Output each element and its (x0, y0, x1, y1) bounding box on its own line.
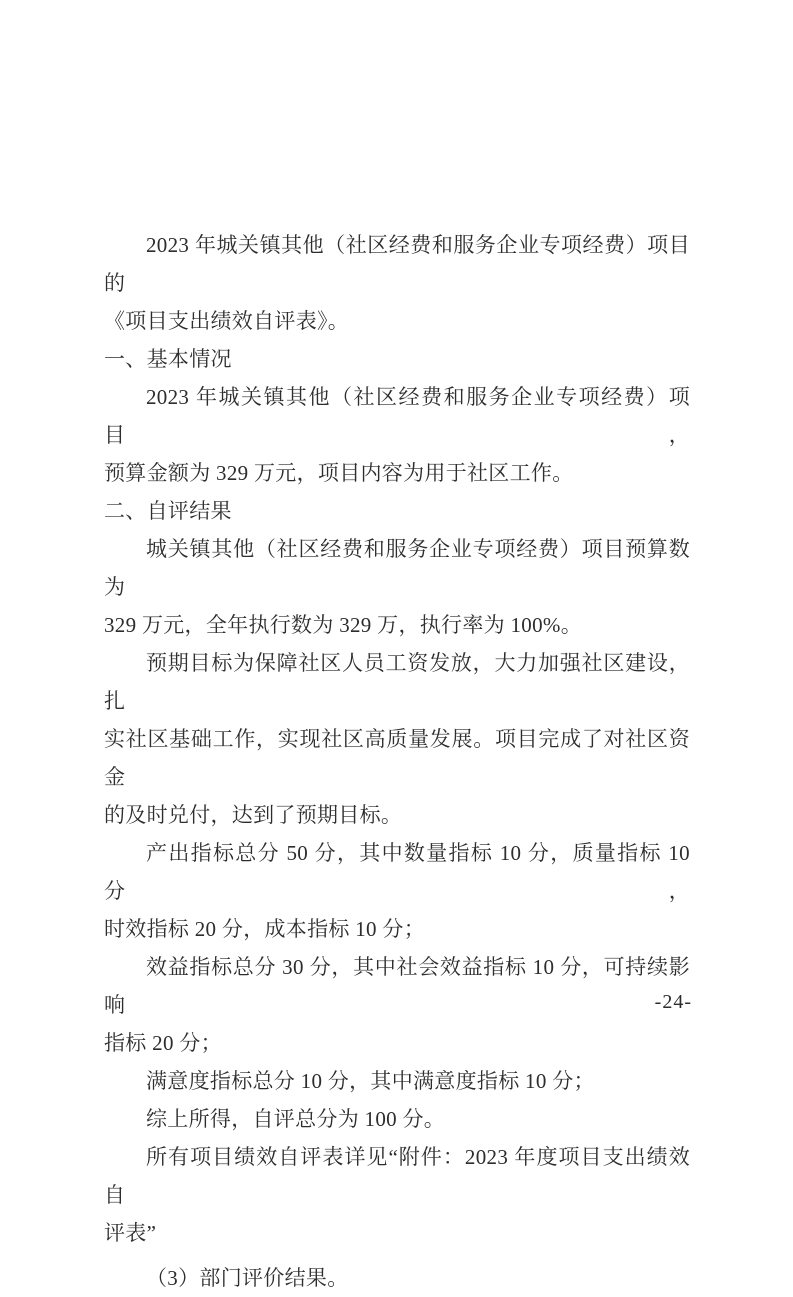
text-line: 实社区基础工作，实现社区高质量发展。项目完成了对社区资金 (104, 727, 690, 789)
text-line: 城关镇其他（社区经费和服务企业专项经费）项目预算数为 (104, 537, 690, 599)
text-line: 二、自评结果 (104, 499, 232, 523)
text-line: 的及时兑付，达到了预期目标。 (104, 803, 403, 827)
text-line: 综上所得，自评总分为 100 分。 (146, 1107, 446, 1131)
text-line: 满意度指标总分 10 分，其中满意度指标 10 分； (146, 1069, 595, 1093)
text-line: 评表” (104, 1221, 157, 1245)
page-number: -24- (654, 991, 692, 1013)
text-line: 所有项目绩效自评表详见“附件：2023 年度项目支出绩效自 (104, 1145, 690, 1207)
text-line: 329 万元，全年执行数为 329 万，执行率为 100%。 (104, 613, 582, 637)
text-line: 《项目支出绩效自评表》。 (104, 309, 350, 333)
text-line: 2023 年城关镇其他（社区经费和服务企业专项经费）项目， (104, 385, 690, 447)
text-line: 效益指标总分 30 分，其中社会效益指标 10 分，可持续影响 (104, 955, 690, 1017)
text-line: （3）部门评价结果。 (146, 1266, 349, 1290)
text-line: 预期目标为保障社区人员工资发放，大力加强社区建设，扎 (104, 651, 690, 713)
text-line: 指标 20 分； (104, 1031, 222, 1055)
text-line: 一、基本情况 (104, 347, 232, 371)
text-line: 2023 年城关镇其他（社区经费和服务企业专项经费）项目的 (104, 233, 690, 295)
text-line: 产出指标总分 50 分，其中数量指标 10 分，质量指标 10 分， (104, 841, 690, 903)
text-line: 时效指标 20 分，成本指标 10 分； (104, 917, 425, 941)
document-body (104, 226, 690, 1297)
text-line: 预算金额为 329 万元，项目内容为用于社区工作。 (104, 461, 574, 485)
